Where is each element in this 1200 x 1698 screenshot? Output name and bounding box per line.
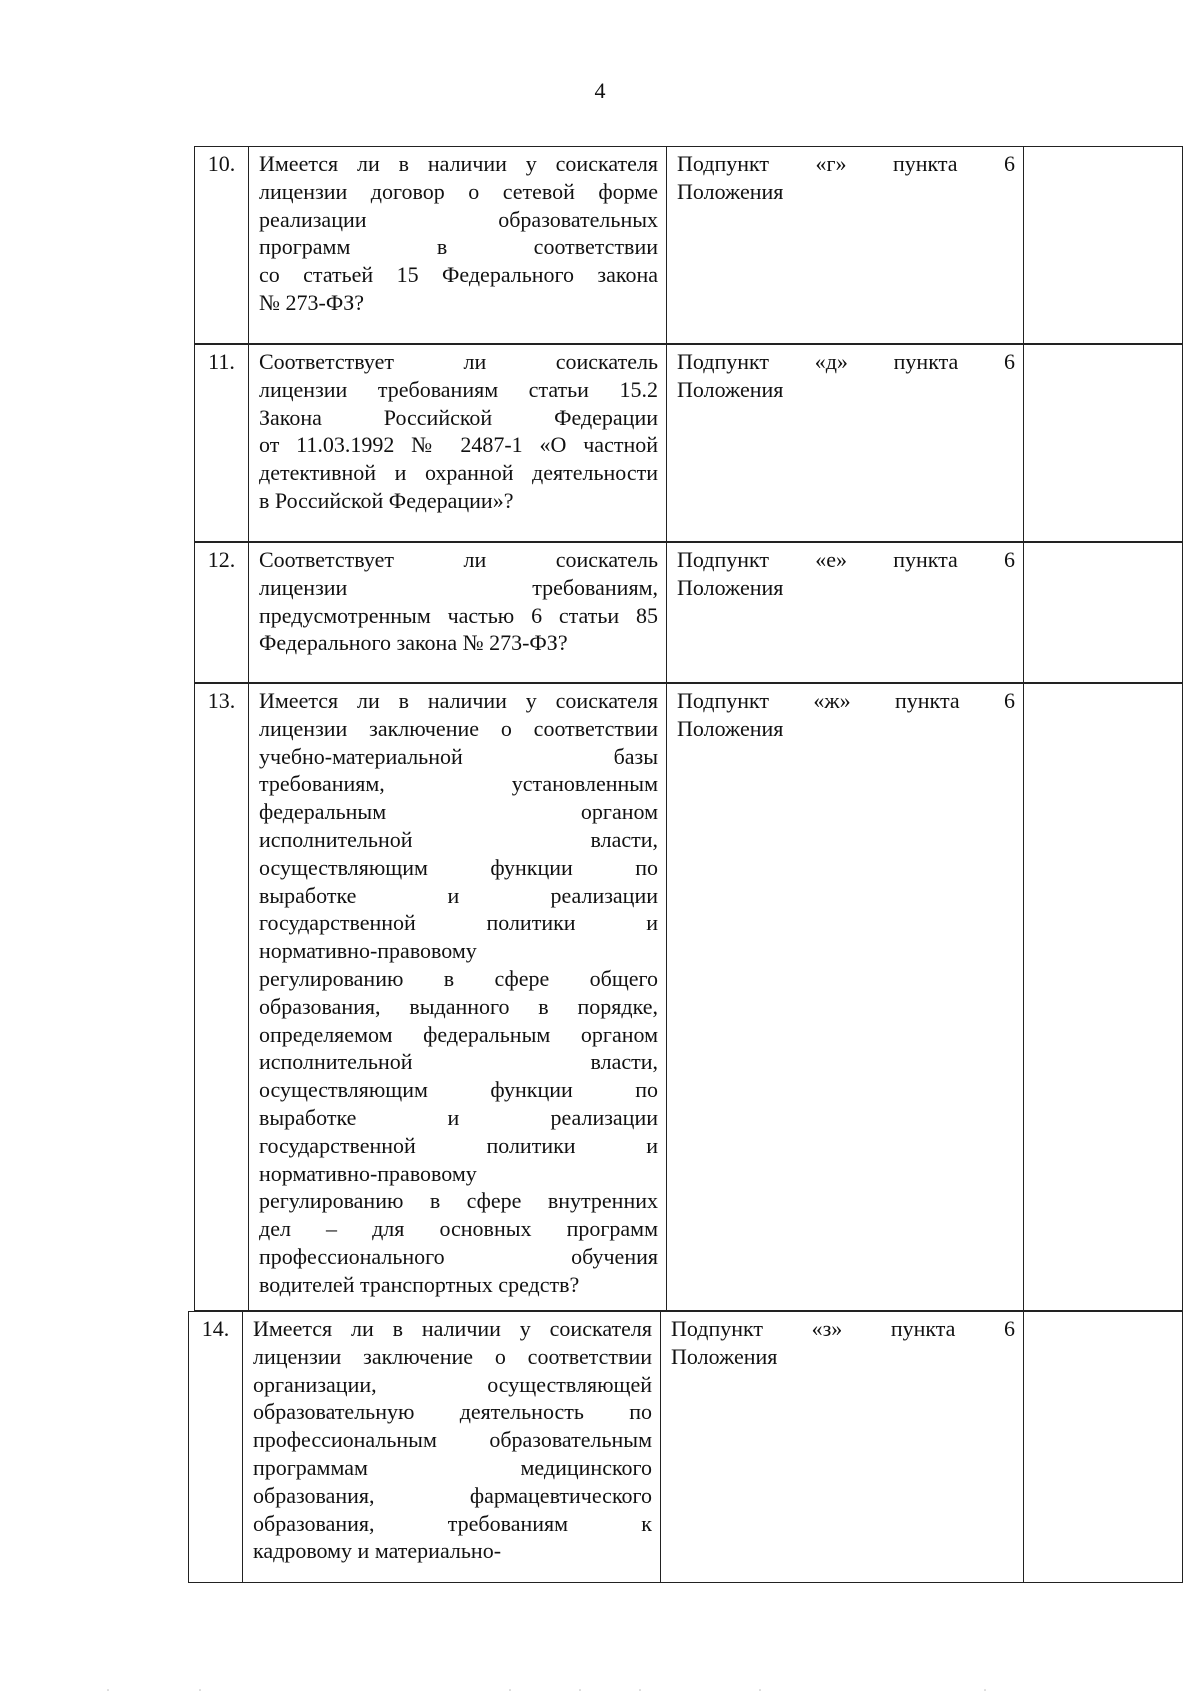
question-cell [249,147,667,343]
reference-line [671,1315,1015,1343]
reference-cell [667,147,1024,343]
reference-num: 6 [1003,349,1015,374]
question-line: Закона Российской Федерации [259,404,658,430]
question-line: образования, выданного в порядке, [259,993,658,1019]
question-line: государственной политики и [259,910,658,936]
table-row [194,542,1183,683]
reference-word2: пункта [890,1316,956,1341]
reference-letter: «з» [811,1316,843,1341]
reference-line [677,348,1015,376]
reference-line [677,150,1015,178]
question-cell [249,684,667,1310]
question-line: программ в соответствии [259,234,658,260]
question-line: лицензии требованиям статьи 15.2 [259,376,658,402]
question-line: Соответствует ли соискатель [259,547,658,572]
reference-num: 6 [1004,1316,1015,1341]
reference-document: Положения [677,574,784,600]
reference-cell [667,543,1024,682]
question-line: от 11.03.1992 № 2487-1 «О частной [259,432,658,458]
reference-cell [661,1312,1024,1582]
question-line: нормативно-правовому [259,938,477,964]
reference-letter: «г» [815,151,847,176]
question-line: профессиональным образовательным [253,1427,652,1453]
question-line: образования, требованиям к [253,1510,652,1536]
question-line: со статьей 15 Федерального закона [259,262,658,288]
reference-num: 6 [1004,151,1015,176]
reference-letter: «д» [814,349,848,374]
question-line: Соответствует ли соискатель [259,349,658,374]
question-cell [249,345,667,541]
question-line: предусмотренным частью 6 статьи 85 [259,602,658,628]
question-line: Имеется ли в наличии у соискателя [253,1316,652,1341]
row-number: 12. [195,543,249,682]
notes-cell [1024,345,1182,541]
reference-word2: пункта [892,151,958,176]
question-line: осуществляющим функции по [259,854,658,880]
reference-document: Положения [677,715,784,741]
question-line: исполнительной власти, [259,826,658,852]
reference-word2: пункта [893,547,958,572]
reference-num: 6 [1003,547,1015,572]
table-row [194,344,1183,542]
question-line: требованиям, установленным [259,771,658,797]
question-line: детективной и охранной деятельности [259,460,658,486]
notes-cell [1024,1312,1182,1582]
reference-num: 6 [1003,688,1015,713]
question-line: лицензии договор о сетевой форме [259,178,658,204]
reference-word1: Подпункт [671,1316,764,1341]
table-row [194,683,1183,1311]
question-line: определяемом федеральным органом [259,1021,658,1047]
question-line: водителей транспортных средств? [259,1271,580,1297]
question-line: нормативно-правовому [259,1160,477,1186]
question-line: образования, фармацевтического [253,1482,652,1508]
question-line: профессионального обучения [259,1243,658,1269]
row-number: 10. [195,147,249,343]
reference-word1: Подпункт [677,349,770,374]
question-line: Имеется ли в наличии у соискателя [259,151,658,176]
question-line: № 273-ФЗ? [259,289,364,315]
row-number: 11. [195,345,249,541]
notes-cell [1024,147,1182,343]
question-line: регулированию в сфере внутренних [259,1188,658,1214]
reference-letter: «ж» [813,688,851,713]
row-number: 13. [195,684,249,1310]
question-line: кадровому и материально- [253,1538,502,1564]
question-line: лицензии заключение о соответствии [259,715,658,741]
question-line: в Российской Федерации»? [259,487,514,513]
reference-document: Положения [677,178,784,204]
question-line: федеральным органом [259,799,658,825]
reference-letter: «е» [815,547,847,572]
reference-word1: Подпункт [677,688,770,713]
question-cell [249,543,667,682]
row-number: 14. [189,1312,243,1582]
reference-document: Положения [671,1343,778,1369]
question-line: реализации образовательных [259,206,658,232]
notes-cell [1024,543,1182,682]
reference-word2: пункта [893,349,959,374]
reference-line [677,546,1015,574]
question-line: организации, осуществляющей [253,1371,652,1397]
question-line: осуществляющим функции по [259,1077,658,1103]
question-line: образовательную деятельность по [253,1399,652,1425]
table-row [194,146,1183,344]
question-line: Федерального закона № 273-ФЗ? [259,630,568,656]
reference-cell [667,684,1024,1310]
reference-document: Положения [677,376,784,402]
question-line: государственной политики и [259,1132,658,1158]
question-cell [243,1312,661,1582]
notes-cell [1024,684,1182,1310]
question-line: лицензии заключение о соответствии [253,1343,652,1369]
question-line: регулированию в сфере общего [259,965,658,991]
table-row [188,1311,1183,1583]
question-line: дел – для основных программ [259,1216,658,1242]
page-number: 4 [594,78,606,103]
question-line: учебно-материальной базы [259,743,658,769]
reference-word1: Подпункт [677,151,770,176]
reference-word1: Подпункт [677,547,770,572]
reference-word2: пункта [895,688,960,713]
question-line: лицензии требованиям, [259,574,658,600]
reference-line [677,687,1015,715]
question-line: Имеется ли в наличии у соискателя [259,688,658,713]
question-line: выработке и реализации [259,882,658,908]
question-line: исполнительной власти, [259,1049,658,1075]
reference-cell [667,345,1024,541]
scan-noise [0,1688,1200,1692]
question-line: программам медицинского [253,1454,652,1480]
question-line: выработке и реализации [259,1104,658,1130]
